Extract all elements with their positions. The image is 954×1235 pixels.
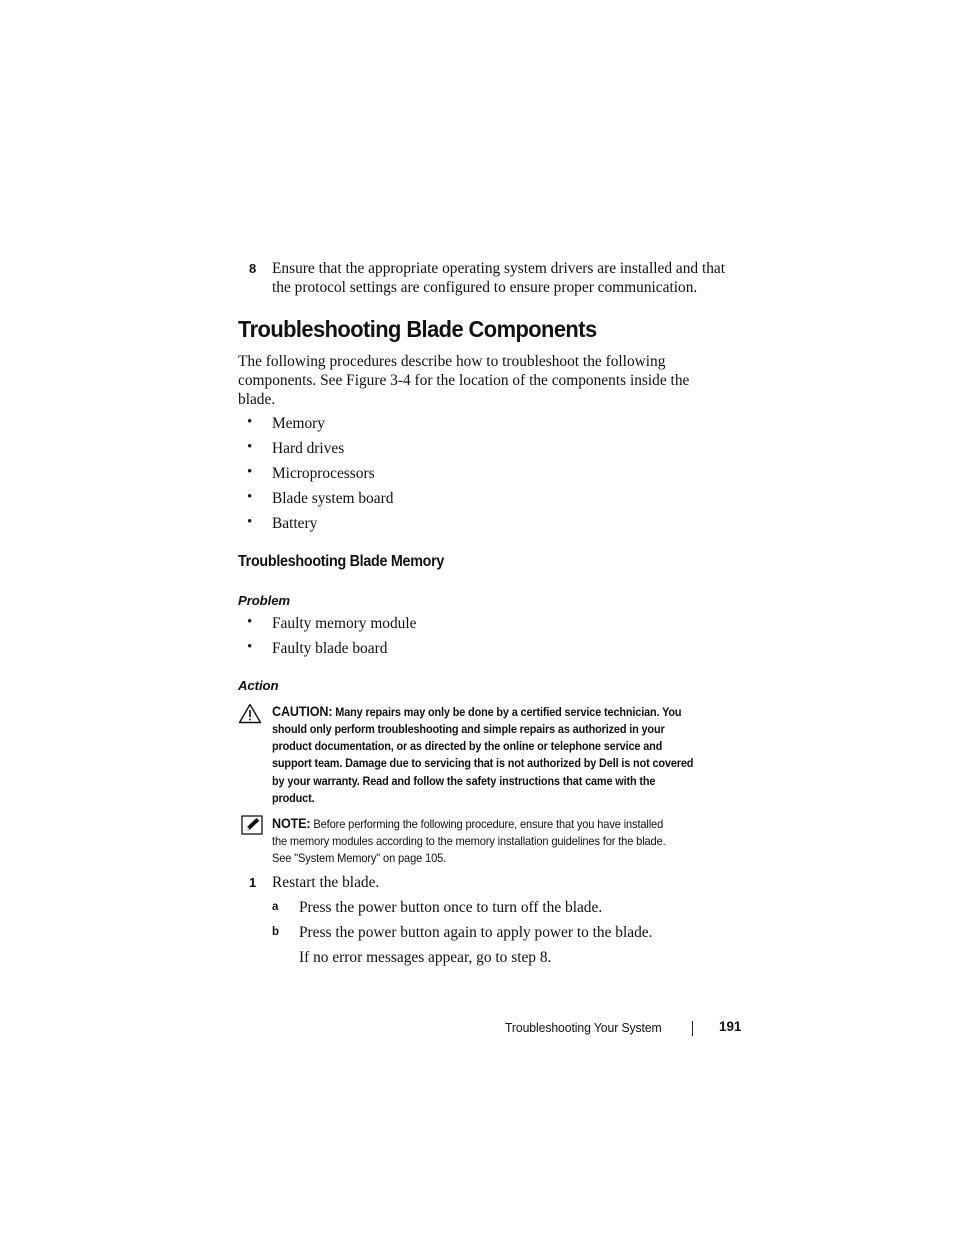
list-item-battery: Battery xyxy=(272,515,318,532)
intro-line-3: blade. xyxy=(238,391,276,408)
step-number: 8 xyxy=(249,261,257,276)
step-8-line-2: the protocol settings are configured to ensure proper communication. xyxy=(272,279,698,296)
note-text-1: Before performing the following procedure, ensure that you have installed xyxy=(313,817,664,831)
note-line-3: See "System Memory" on page 105. xyxy=(272,851,447,865)
step-1-text: Restart the blade. xyxy=(272,874,380,891)
footer-chapter-title: Troubleshooting Your System xyxy=(505,1020,662,1035)
bullet-marker: • xyxy=(247,614,253,630)
list-item-faulty-memory-module: Faulty memory module xyxy=(272,615,417,632)
intro-line-2: components. See Figure 3-4 for the location of the components inside the xyxy=(238,372,690,389)
bullet-marker: • xyxy=(247,639,253,655)
page-number: 191 xyxy=(719,1019,742,1034)
caution-line-4: support team. Damage due to servicing that is not authorized by Dell is not covered xyxy=(272,757,694,770)
footer-divider xyxy=(692,1021,693,1036)
bullet-marker: • xyxy=(247,514,253,530)
problem-heading: Problem xyxy=(238,593,291,608)
substep-letter: b xyxy=(272,926,280,938)
substep-a-text: Press the power button once to turn off the blade. xyxy=(299,899,603,916)
bullet-marker: • xyxy=(247,464,253,480)
step-8-line-1: Ensure that the appropriate operating system drivers are installed and that xyxy=(272,260,726,277)
subsection-title: Troubleshooting Blade Memory xyxy=(238,553,445,570)
caution-line-1 xyxy=(272,703,681,721)
caution-line-2: should only perform troubleshooting and simple repairs as authorized in your xyxy=(272,723,665,736)
list-item-memory: Memory xyxy=(272,415,326,432)
intro-line-1: The following procedures describe how to troubleshoot the following xyxy=(238,353,666,370)
note-line-2: the memory modules according to the memory installation guidelines for the blade. xyxy=(272,834,666,848)
caution-text-1: Many repairs may only be done by a certified service technician. You xyxy=(335,706,682,719)
caution-line-6: product. xyxy=(272,792,315,805)
list-item-microprocessors: Microprocessors xyxy=(272,465,375,482)
list-item-faulty-blade-board: Faulty blade board xyxy=(272,640,388,657)
bullet-marker: • xyxy=(247,414,253,430)
bullet-marker: • xyxy=(247,439,253,455)
substep-letter: a xyxy=(272,901,279,913)
substep-b-text: Press the power button again to apply power to the blade. xyxy=(299,924,653,941)
section-title: Troubleshooting Blade Components xyxy=(238,316,597,342)
list-item-hard-drives: Hard drives xyxy=(272,440,345,457)
step-number: 1 xyxy=(249,875,257,890)
list-item-blade-system-board: Blade system board xyxy=(272,490,394,507)
note-line-1 xyxy=(272,815,663,833)
caution-line-3: product documentation, or as directed by the online or telephone service and xyxy=(272,740,663,753)
caution-label: CAUTION: xyxy=(272,704,333,719)
note-pencil-icon xyxy=(241,815,263,835)
caution-triangle-icon xyxy=(238,703,262,724)
note-label: NOTE: xyxy=(272,816,311,831)
bullet-marker: • xyxy=(247,489,253,505)
action-heading: Action xyxy=(238,678,279,693)
caution-line-5: by your warranty. Read and follow the safety instructions that came with the xyxy=(272,775,656,788)
substep-b-followup: If no error messages appear, go to step 8. xyxy=(299,949,552,966)
